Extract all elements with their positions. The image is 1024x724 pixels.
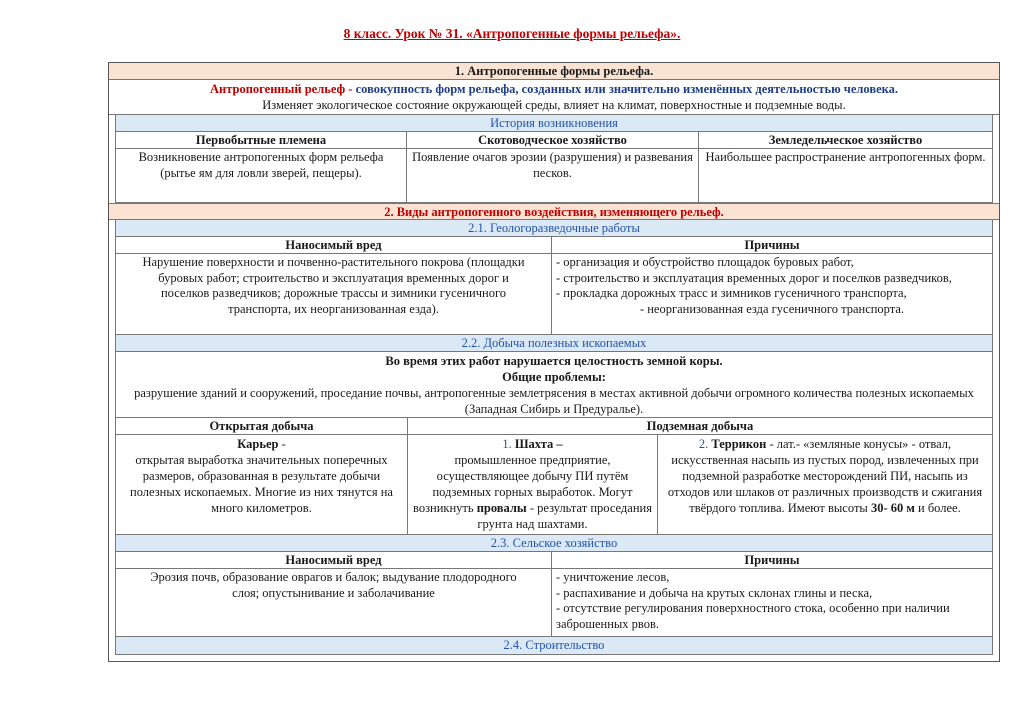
geo-header-row [116,237,992,254]
mining-col-under: Подземная добыча [646,419,754,433]
mining-heading: 2.2. Добыча полезных ископаемых [116,335,992,352]
history-col-3: Земледельческое хозяйство [768,133,923,147]
geo-col-causes: Причины [744,238,800,252]
agri-col-causes: Причины [744,553,800,567]
definition: Антропогенный рельеф - совокупность форм рельефа, созданных или значительно изменённых деятельностью человека. [209,82,899,96]
history-header-row [116,132,992,149]
agri-header-row [116,552,992,569]
heap-cell: 2. Террикон - лат.- «земляные конусы» - отвал, искусственная насыпь из пустых пород, извлеченных при подземной разработке месторождений ПИ, насыпь из отходов или шлаков от различных производств и сжигания твёрдого топлива. Имеют высоты 30- 60 м и более. [667,437,983,515]
history-cell-3: Наибольшее распространение антропогенных форм. [705,150,986,164]
mining-common: Во время этих работ нарушается целостность земной коры. Общие проблемы: разрушение зданий и сооружений, проседание почвы, антропогенные землетрясения в местах активной добычи огромного количества полезных ископаемых (Западная Сибирь и Предуралье). [116,352,992,418]
history-cell-1: Возникновение антропогенных форм рельефа (рытье ям для ловли зверей, пещеры). [116,149,407,202]
agri-causes: - уничтожение лесов, - распахивание и добыча на крутых склонах глины и песка, - отсутствие регулирования поверхностного стока, особенно при наличии заброшенных рвов. [556,570,950,631]
history-col-1: Первобытные племена [116,132,407,148]
geo-harm: Нарушение поверхности и почвенно-растительного покрова (площадки буровых работ; строительство и эксплуатация временных дорог и поселков разведчиков; дорожные трассы и зимники гусеничного транспорта, их неорганизованная езда). [116,254,552,334]
effect-text: Изменяет экологическое состояние окружающей среды, влияет на климат, поверхностные и подземные воды. [262,98,846,112]
history-row [116,149,992,203]
section1-heading: 1. Антропогенные формы рельефа. [109,63,999,80]
mining-col-open: Открытая добыча [116,418,408,434]
agri-col-harm: Наносимый вред [116,552,552,568]
mining-header-row [116,418,992,435]
lesson-table [108,62,1000,662]
agri-harm: Эрозия почв, образование оврагов и балок; выдувание плодородного слоя; опустынивание и заболачивание [116,569,552,636]
geo-heading: 2.1. Геологоразведочные работы [116,220,992,237]
history-heading: История возникновения [116,115,992,132]
history-cell-2: Появление очагов эрозии (разрушения) и развевания песков. [407,149,699,202]
geo-causes: - организация и обустройство площадок буровых работ, - строительство и эксплуатация временных дорог и поселков разведчиков, - прокладка дорожных трасс и зимников гусеничного транспорта, - неорганизованная езда гусеничного транспорта. [556,255,952,316]
construction-heading: 2.4. Строительство [116,637,992,655]
mine-cell: 1. Шахта – промышленное предприятие, осуществляющее добычу ПИ путём подземных горных выработок. Могут возникнуть провалы - результат проседания грунта над шахтами. [408,435,658,534]
geo-col-harm: Наносимый вред [116,237,552,253]
mining-row [116,435,992,535]
agri-heading: 2.3. Сельское хозяйство [116,535,992,552]
geo-row [116,254,992,335]
quarry-cell: Карьер - открытая выработка значительных поперечных размеров, образованная в результате добычи полезных ископаемых. Многие из них тянутся на много километров. [116,435,408,534]
definition-block [109,80,999,115]
history-table [115,115,993,203]
section2-heading: 2. Виды антропогенного воздействия, изменяющего рельеф. [109,203,999,220]
section2-body [115,220,993,655]
agri-row [116,569,992,637]
history-col-2: Скотоводческое хозяйство [407,132,699,148]
page-title: 8 класс. Урок № 31. «Антропогенные формы рельефа». [343,26,681,41]
